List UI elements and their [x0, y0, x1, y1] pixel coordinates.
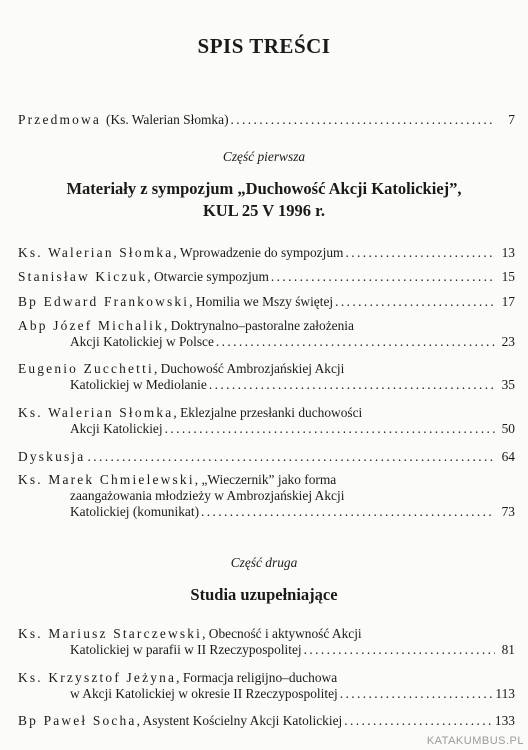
toc-entry[interactable]: [18, 245, 515, 261]
part1-heading-line1: Materiały z sympozjum „Duchowość Akcji Katolickiej”,: [66, 179, 462, 198]
entry-title-cont: Katolickiej (komunikat): [70, 504, 200, 519]
dot-leader: [231, 112, 495, 128]
dot-leader: [271, 269, 495, 285]
entry-title: , Obecność i aktywność Akcji: [202, 626, 362, 641]
entry-author: Ks. Walerian Słomka: [18, 405, 174, 420]
entry-title: , Eklezjalne przesłanki duchowości: [173, 405, 363, 420]
toc-entry[interactable]: [18, 449, 515, 465]
entry-author: Ks. Krzysztof Jeżyna: [18, 670, 177, 685]
entry-title: , „Wieczernik” jako forma: [194, 472, 337, 487]
entry-title-cont: Akcji Katolickiej w Polsce: [70, 334, 214, 349]
entry-title: , Duchowość Ambrozjańskiej Akcji: [153, 361, 345, 376]
dot-leader: [87, 449, 495, 465]
dot-leader: [209, 377, 495, 393]
entry-title: , Doktrynalno–pastoralne założenia: [163, 318, 354, 333]
entry-author: Bp Edward Frankowski: [18, 294, 190, 309]
entry-page: 133: [494, 713, 515, 728]
entry-title-cont: Katolickiej w parafii w II Rzeczypospolitej: [70, 642, 302, 657]
dot-leader: [201, 504, 495, 520]
entry-page: 17: [501, 294, 515, 309]
entry-title: , Wprowadzenie do sympozjum: [173, 245, 344, 260]
part1-heading-line2: KUL 25 V 1996 r.: [202, 201, 326, 220]
entry-title: , Otwarcie sympozjum: [147, 269, 269, 284]
entry-page: 64: [501, 449, 515, 464]
entry-page: 81: [501, 642, 515, 657]
entry-page: 13: [501, 245, 515, 260]
entry-page: 23: [501, 334, 515, 349]
entry-page: 50: [501, 421, 515, 436]
dot-leader: [335, 294, 495, 310]
toc-entry[interactable]: [18, 318, 515, 350]
entry-title-cont: Akcji Katolickiej: [70, 421, 163, 436]
toc-entry[interactable]: [18, 405, 515, 437]
toc-entry[interactable]: [18, 269, 515, 285]
toc-entry[interactable]: [18, 472, 515, 520]
dot-leader: [340, 686, 494, 702]
toc-entry[interactable]: [18, 670, 515, 702]
entry-title: , Formacja religijno–duchowa: [176, 670, 338, 685]
entry-page: 7: [508, 112, 515, 127]
entry-title-cont: w Akcji Katolickiej w okresie II Rzeczypospolitej: [70, 686, 338, 701]
dot-leader: [304, 642, 495, 658]
entry-title: (Ks. Walerian Słomka): [106, 112, 229, 127]
entry-page: 35: [501, 377, 515, 392]
entry-page: 15: [501, 269, 515, 284]
dot-leader: [345, 245, 495, 261]
toc-entry[interactable]: [18, 294, 515, 310]
watermark: KATAKUMBUS.PL: [426, 735, 524, 747]
entry-author: Stanisław Kiczuk: [18, 269, 148, 284]
part2-heading: Studia uzupełniające: [190, 585, 338, 604]
entry-title-cont: Katolickiej w Mediolanie: [70, 377, 207, 392]
entry-author: Ks. Marek Chmielewski: [18, 472, 195, 487]
part1-label: Część pierwsza: [222, 149, 306, 164]
entry-title: , Asystent Kościelny Akcji Katolickiej: [136, 713, 343, 728]
entry-author: Eugenio Zucchetti: [18, 361, 154, 376]
entry-title-mid: zaangażowania młodzieży w Ambrozjańskiej Akcji: [70, 488, 345, 503]
page-title: SPIS TREŚCI: [197, 34, 331, 58]
entry-page: 73: [501, 504, 515, 519]
entry-author: Dyskusja: [18, 449, 86, 464]
toc-entry[interactable]: [18, 713, 515, 729]
toc-entry[interactable]: [18, 626, 515, 658]
toc-entry-preface[interactable]: [18, 112, 515, 128]
entry-author: Ks. Walerian Słomka: [18, 245, 174, 260]
entry-page: 113: [495, 686, 515, 701]
entry-author: Bp Paweł Socha: [18, 713, 137, 728]
dot-leader: [165, 421, 495, 437]
dot-leader: [344, 713, 493, 729]
entry-author: Abp Józef Michalik: [18, 318, 164, 333]
toc-entry[interactable]: [18, 361, 515, 393]
dot-leader: [216, 334, 495, 350]
entry-title: , Homilia we Mszy świętej: [189, 294, 334, 309]
entry-author: Przedmowa: [18, 112, 102, 127]
entry-author: Ks. Mariusz Starczewski: [18, 626, 203, 641]
part2-label: Część druga: [230, 555, 298, 570]
